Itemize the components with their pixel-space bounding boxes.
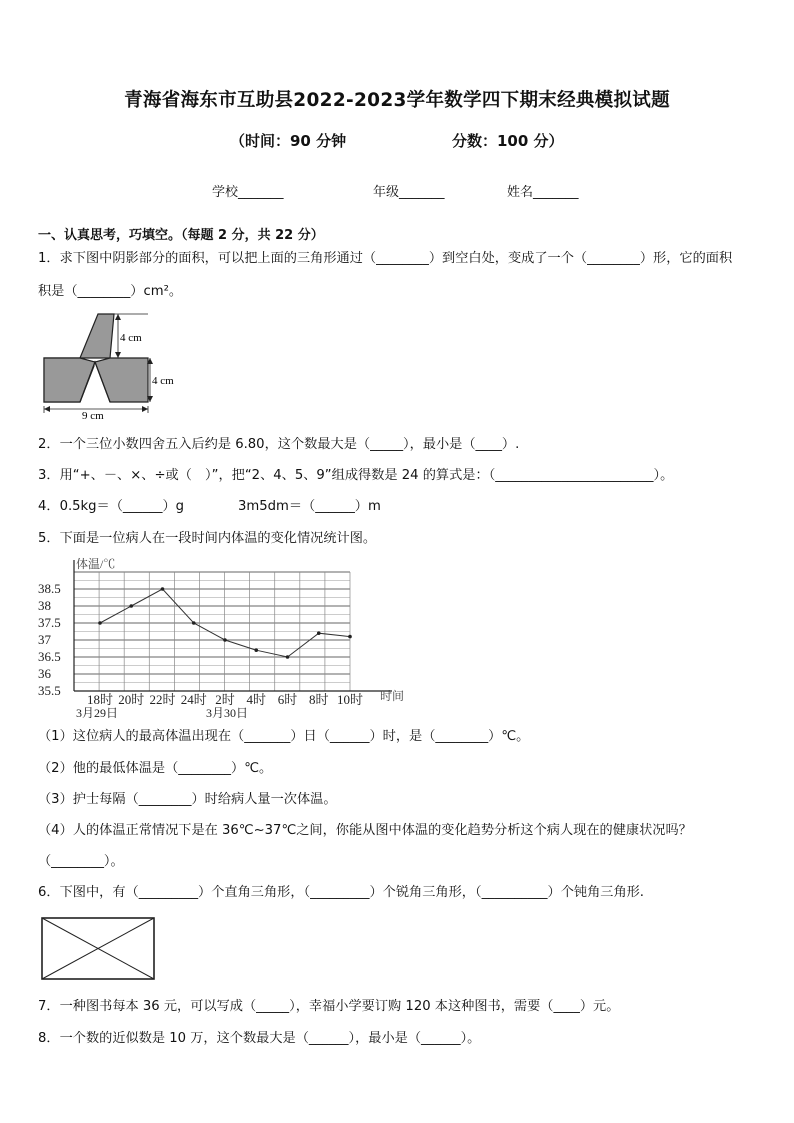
upper-triangle bbox=[80, 314, 114, 358]
data-point bbox=[98, 621, 102, 625]
x-axis-label: 时间 bbox=[380, 689, 405, 703]
data-point bbox=[192, 621, 196, 625]
width-label: 9 cm bbox=[82, 410, 104, 422]
date-label-2: 3月30日 bbox=[206, 706, 249, 720]
y-tick-label: 35.5 bbox=[38, 683, 61, 698]
school-field: 学校_______ bbox=[212, 185, 284, 200]
trapezoid-figure bbox=[38, 310, 198, 425]
y-tick-label: 36 bbox=[38, 666, 51, 681]
question-5-3: （3）护士每隔（________）时给病人量一次体温。 bbox=[38, 792, 337, 807]
x-tick-label: 20时 bbox=[118, 692, 145, 707]
question-1-line-2: 积是（________）cm²。 bbox=[38, 284, 183, 299]
question-1-line-1: 1．求下图中阴影部分的面积，可以把上面的三角形通过（________）到空白处，变成了一个（________）形，它的面积 bbox=[38, 251, 733, 266]
data-point bbox=[254, 648, 258, 652]
grade-field: 年级_______ bbox=[373, 185, 445, 200]
exam-time: （时间：90 分钟 bbox=[230, 132, 347, 150]
data-point bbox=[348, 635, 352, 639]
x-tick-label: 4时 bbox=[246, 692, 267, 707]
date-label-1: 3月29日 bbox=[76, 706, 119, 720]
x-tick-label: 6时 bbox=[277, 692, 298, 707]
page-title: 青海省海东市互助县2022-2023学年数学四下期末经典模拟试题 bbox=[124, 90, 670, 111]
chart-y-ticks bbox=[38, 581, 61, 698]
question-8: 8．一个数的近似数是 10 万，这个数最大是（______），最小是（______）。 bbox=[38, 1031, 481, 1046]
x-tick-label: 18时 bbox=[86, 692, 114, 707]
data-point bbox=[286, 655, 290, 659]
y-tick-label: 36.5 bbox=[38, 649, 61, 664]
x-tick-label: 8时 bbox=[308, 692, 329, 707]
data-point bbox=[223, 638, 227, 642]
temperature-line-chart bbox=[36, 552, 416, 722]
name-field: 姓名_______ bbox=[507, 185, 579, 200]
data-point bbox=[161, 587, 165, 591]
data-point bbox=[129, 604, 133, 608]
y-tick-label: 37.5 bbox=[38, 615, 61, 630]
question-4a: 4．0.5kg＝（______）g bbox=[38, 499, 185, 514]
question-2: 2．一个三位小数四舍五入后约是 6.80，这个数最大是（_____），最小是（____）. bbox=[38, 437, 520, 452]
question-4b: 3m5dm＝（______）m bbox=[238, 499, 381, 514]
top-height-label: 4 cm bbox=[120, 332, 142, 344]
exam-score: 分数：100 分） bbox=[452, 132, 564, 150]
y-tick-label: 37 bbox=[38, 632, 51, 647]
y-tick-label: 38.5 bbox=[38, 581, 61, 596]
question-7: 7．一种图书每本 36 元，可以写成（_____），幸福小学要订购 120 本这种图书，需要（____）元。 bbox=[38, 999, 620, 1014]
y-tick-label: 38 bbox=[38, 598, 51, 613]
question-5-4: （4）人的体温正常情况下是在 36℃~37℃之间，你能从图中体温的变化趋势分析这个病人现在的健康状况吗？ bbox=[38, 823, 692, 838]
y-axis-label: 体温/℃ bbox=[76, 557, 116, 571]
section-heading: 一、认真思考，巧填空。（每题 2 分，共 22 分） bbox=[38, 228, 324, 243]
question-5-1: （1）这位病人的最高体温出现在（_______）日（______）时，是（________）℃。 bbox=[38, 729, 530, 744]
right-shaded bbox=[95, 358, 148, 402]
chart-x-ticks bbox=[87, 692, 363, 707]
right-height-label: 4 cm bbox=[152, 375, 174, 387]
question-5-4-answer: （________）。 bbox=[38, 854, 124, 869]
question-5-2: （2）他的最低体温是（________）℃。 bbox=[38, 761, 273, 776]
x-tick-label: 22时 bbox=[149, 692, 176, 707]
question-6: 6．下图中，有（_________）个直角三角形，（_________）个锐角三角形，（__________）个钝角三角形. bbox=[38, 885, 645, 900]
question-5: 5．下面是一位病人在一段时间内体温的变化情况统计图。 bbox=[38, 531, 377, 546]
data-point bbox=[317, 631, 321, 635]
chart-grid bbox=[74, 560, 392, 691]
rectangle-diagonals-figure bbox=[40, 915, 158, 983]
x-tick-label: 10时 bbox=[336, 692, 364, 707]
x-tick-label: 2时 bbox=[215, 692, 235, 707]
x-tick-label: 24时 bbox=[180, 692, 207, 707]
question-3: 3．用“+、－、×、÷或（ ）”，把“2、4、5、9”组成得数是 24 的算式是：（________________________）。 bbox=[38, 468, 674, 483]
